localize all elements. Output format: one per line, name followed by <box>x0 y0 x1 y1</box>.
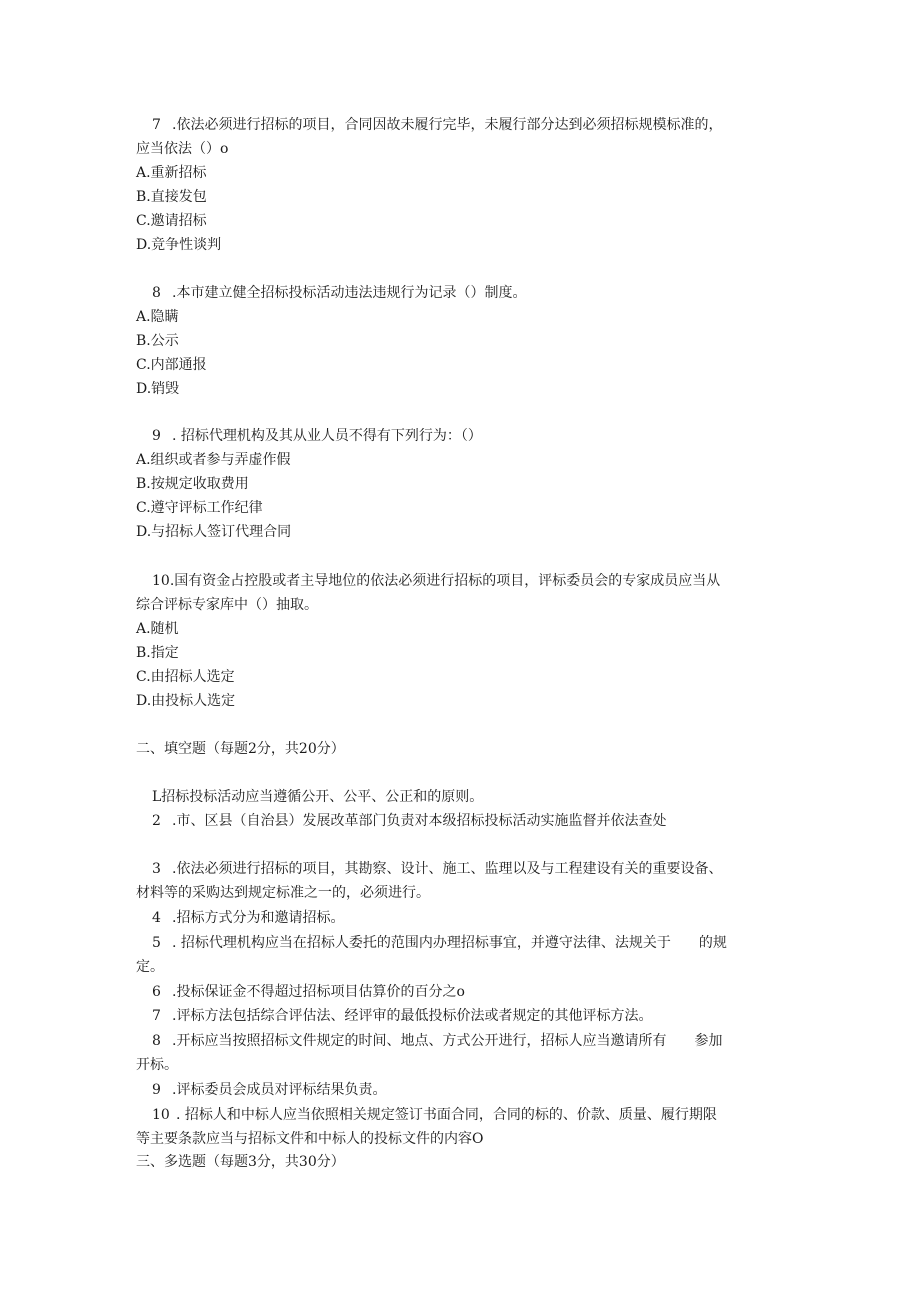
q7-option-a: A.重新招标 <box>136 165 207 181</box>
q7-line1 <box>152 115 722 135</box>
section3-heading: 三、多选题（每题3分，共30分） <box>136 1154 345 1170</box>
q7-number: 7 <box>152 117 161 133</box>
q8-text: .本市建立健全招标投标活动违法违规行为记录（）制度。 <box>172 285 527 301</box>
q8-option-d: D.销毁 <box>136 381 180 397</box>
fill-6 <box>152 982 465 1002</box>
fill-10-line2: 等主要条款应当与招标文件和中标人的投标文件的内容O <box>136 1131 484 1147</box>
fill-9-number: 9 <box>152 1082 161 1098</box>
fill-5-line2: 定。 <box>136 959 164 975</box>
fill-3-line1 <box>152 859 722 879</box>
fill-3-number: 3 <box>152 861 161 877</box>
fill-7-text: .评标方法包括综合评估法、经评审的最低投标价法或者规定的其他评标方法。 <box>172 1008 653 1024</box>
fill-10-line1 <box>152 1105 717 1125</box>
fill-5-line1 <box>152 933 727 953</box>
fill-8-line1 <box>152 1031 722 1051</box>
fill-4 <box>152 908 344 928</box>
fill-2-number: 2 <box>152 813 161 829</box>
q10-line1: 10.国有资金占控股或者主导地位的依法必须进行招标的项目，评标委员会的专家成员应当从 <box>152 573 721 589</box>
q10-option-b: B.指定 <box>136 645 179 661</box>
q7-line2: 应当依法（）o <box>136 141 229 157</box>
fill-1: L招标投标活动应当遵循公开、公平、公正和的原则。 <box>152 789 484 805</box>
fill-10-text: . 招标人和中标人应当依照相关规定签订书面合同，合同的标的、价款、质量、履行期限 <box>176 1107 717 1123</box>
q10-option-d: D.由投标人选定 <box>136 693 236 709</box>
fill-8-text: .开标应当按照招标文件规定的时间、地点、方式公开进行，招标人应当邀请所有 参加 <box>172 1033 723 1049</box>
section2-heading: 二、填空题（每题2分，共20分） <box>136 741 345 757</box>
fill-4-text: .招标方式分为和邀请招标。 <box>172 910 345 926</box>
q7-text: .依法必须进行招标的项目，合同因故未履行完毕，未履行部分达到必须招标规模标准的， <box>172 117 723 133</box>
q10-option-c: C.由招标人选定 <box>136 669 235 685</box>
q10-line2: 综合评标专家库中（）抽取。 <box>136 597 318 613</box>
q8-number: 8 <box>152 285 161 301</box>
fill-9-text: .评标委员会成员对评标结果负责。 <box>172 1082 387 1098</box>
fill-5-number: 5 <box>152 935 161 951</box>
fill-4-number: 4 <box>152 910 161 926</box>
fill-5-text: . 招标代理机构应当在招标人委托的范围内办理招标事宜，并遵守法律、法规关于 的规 <box>172 935 727 951</box>
q9-line1 <box>152 426 482 446</box>
q8-line1 <box>152 283 526 303</box>
q9-option-c: C.遵守评标工作纪律 <box>136 500 263 516</box>
q10-option-a: A.随机 <box>136 621 179 637</box>
q8-option-b: B.公示 <box>136 333 179 349</box>
q9-option-b: B.按规定收取费用 <box>136 476 249 492</box>
fill-7-number: 7 <box>152 1008 161 1024</box>
q7-option-b: B.直接发包 <box>136 189 207 205</box>
fill-8-number: 8 <box>152 1033 161 1049</box>
fill-3-line2: 材料等的采购达到规定标准之一的，必须进行。 <box>136 885 430 901</box>
q8-option-c: C.内部通报 <box>136 357 207 373</box>
fill-8-line2: 开标。 <box>136 1057 178 1073</box>
fill-6-text: .投标保证金不得超过招标项目估算价的百分之o <box>172 984 465 1000</box>
fill-9 <box>152 1080 386 1100</box>
q9-text: . 招标代理机构及其从业人员不得有下列行为：（） <box>172 428 482 444</box>
q7-option-d: D.竞争性谈判 <box>136 237 222 253</box>
q8-option-a: A.隐瞒 <box>136 309 179 325</box>
q9-option-d: D.与招标人签订代理合同 <box>136 524 292 540</box>
q9-option-a: A.组织或者参与弄虚作假 <box>136 452 291 468</box>
q9-number: 9 <box>152 428 161 444</box>
q7-option-c: C.邀请招标 <box>136 213 207 229</box>
fill-2 <box>152 811 666 831</box>
fill-2-text: .市、区县（自治县）发展改革部门负责对本级招标投标活动实施监督并依法查处 <box>172 813 667 829</box>
fill-6-number: 6 <box>152 984 161 1000</box>
fill-7 <box>152 1006 652 1026</box>
fill-3-text: .依法必须进行招标的项目，其勘察、设计、施工、监理以及与工程建设有关的重要设备、 <box>172 861 723 877</box>
fill-10-number: 10 <box>152 1107 170 1123</box>
